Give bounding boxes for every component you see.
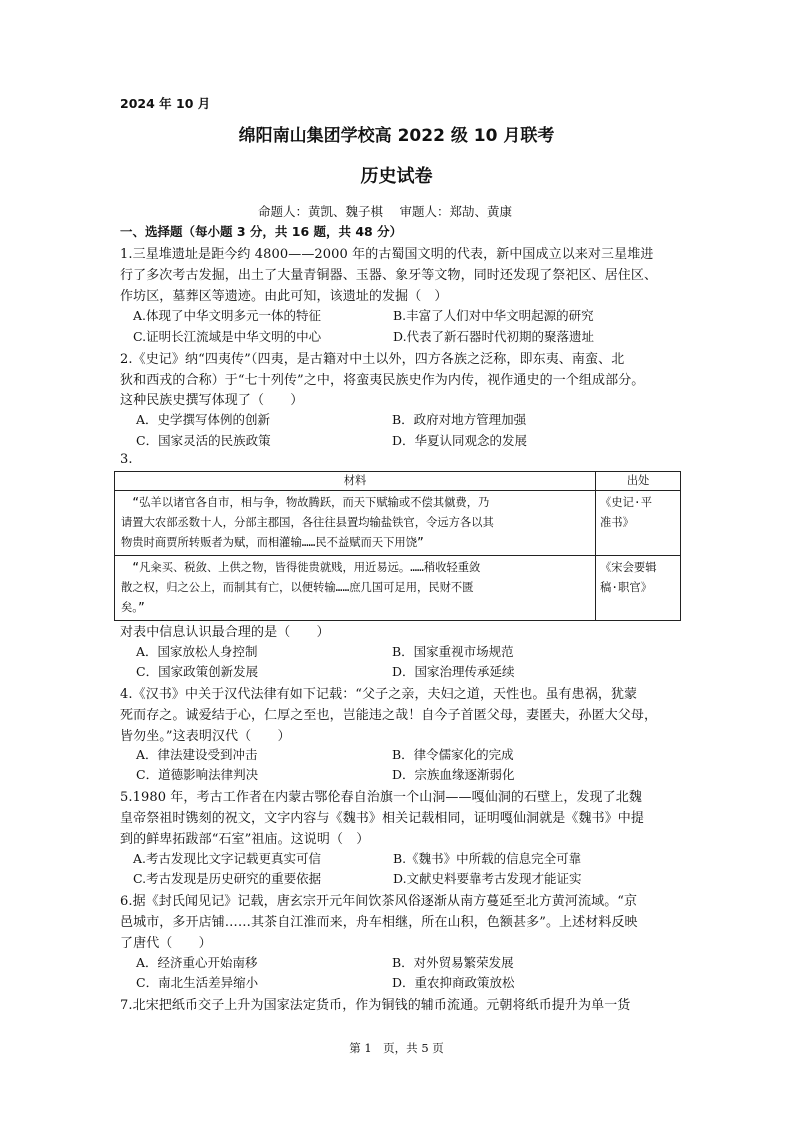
page-number-footer: 第 1 页，共 5 页 [349,1041,444,1055]
q1-line: 1.三星堆遗址是距今约 4800——2000 年的古蜀国文明的代表，新中国成立以来对三星堆进 [120,247,654,262]
q4-option-c: C．道德影响法律判决 [136,767,259,782]
q1-option-b: B.丰富了人们对中华文明起源的研究 [393,308,594,323]
source-cell [596,491,681,556]
q3-material-table [114,471,681,621]
subject-title: 历史试卷 [360,166,433,187]
material-cell [115,556,596,621]
q5-line: 5.1980 年，考古工作者在内蒙古鄂伦春自治旗一个山洞——嘎仙洞的石壁上，发现了北魏 [120,790,642,805]
q2-option-b: B．政府对地方管理加强 [392,412,527,427]
q5-line: 皇帝祭祖时镌刻的祝文，文字内容与《魏书》相关记载相同，证明嘎仙洞就是《魏书》中提 [120,811,645,826]
authors-line: 命题人：黄凯、魏子棋 审题人：郑劼、黄康 [258,204,512,219]
q5-option-a: A.考古发现比文字记载更真实可信 [133,851,322,866]
material-line: 矣。” [121,601,145,614]
q2-line: 狄和西戎的合称）于“七十列传”之中，将蛮夷民族史作为内传，视作通史的一个组成部分。 [120,373,645,388]
source-line: 准书》 [600,516,634,529]
q3-option-c: C．国家政策创新发展 [136,664,259,679]
material-line: 请置大农部丞数十人，分部主郡国，各往往县置均输盐铁官，令远方各以其 [121,516,494,529]
q2-option-a: A．史学撰写体例的创新 [136,412,271,427]
q5-option-d: D.文献史料要靠考古发现才能证实 [393,871,582,886]
q1-option-a: A.体现了中华文明多元一体的特征 [133,308,322,323]
table-row [115,491,681,556]
q2-line: 2.《史记》纳“四夷传”（四夷，是古籍对中土以外，四方各族之泛称，即东夷、南蛮、北 [120,352,625,367]
q4-line: 4.《汉书》中关于汉代法律有如下记载：“父子之亲，夫妇之道，天性也。虽有患祸，犹蒙 [120,687,638,702]
q4-line: 死而存之。诚爱结于心，仁厚之至也，岂能违之哉！自今子首匿父母，妻匿夫，孙匿大父母， [120,708,658,723]
q3-option-a: A．国家放松人身控制 [136,644,258,659]
q6-line: 了唐代（ ） [120,936,212,951]
table-header-row [115,472,681,491]
source-cell [596,556,681,621]
header-source: 出处 [596,472,681,491]
q3-number: 3. [120,452,133,467]
q2-line: 这种民族史撰写体现了（ ） [120,393,304,408]
source-line: 《史记·平 [600,496,652,509]
q6-line: 6.据《封氏闻见记》记载，唐玄宗开元年间饮茶风俗逐渐从南方蔓延至北方黄河流域。“京 [120,894,638,909]
q6-option-c: C．南北生活差异缩小 [136,975,259,990]
q3-stem: 对表中信息认识最合理的是（ ） [120,625,330,640]
q4-option-a: A．律法建设受到冲击 [136,747,258,762]
source-line: 稿·职官》 [600,581,652,594]
material-line: “弘羊以诸官各自市，相与争，物故腾跃，而天下赋输或不偿其僦费，乃 [121,496,490,509]
q2-option-d: D．华夏认同观念的发展 [392,433,528,448]
material-line: “凡籴买、税敛、上供之物，皆得徙贵就贱，用近易远。……稍收轻重敛 [121,561,481,574]
q4-line: 皆勿坐。”这表明汉代（ ） [120,729,291,744]
exam-title: 绵阳南山集团学校高 2022 级 10 月联考 [238,126,555,146]
material-cell [115,491,596,556]
q5-option-c: C.考古发现是历史研究的重要依据 [133,871,322,886]
q3-option-b: B．国家重视市场规范 [392,644,514,659]
q5-option-b: B.《魏书》中所载的信息完全可靠 [393,851,582,866]
q6-option-b: B．对外贸易繁荣发展 [392,955,514,970]
section-heading: 一、选择题（每小题 3 分，共 16 题，共 48 分） [120,224,403,239]
exam-date: 2024 年 10 月 [120,96,211,111]
q1-option-c: C.证明长江流域是中华文明的中心 [133,329,322,344]
q7-line: 7.北宋把纸币交子上升为国家法定货币，作为铜钱的辅币流通。元朝将纸币提升为单一货 [120,998,631,1013]
q1-line: 作坊区，墓葬区等遗迹。由此可知，该遗址的发掘（ ） [120,289,448,304]
header-material: 材料 [115,472,596,491]
q4-option-d: D．宗族血缘逐渐弱化 [392,767,515,782]
q6-line: 邑城市，多开店铺……其茶自江淮而来，舟车相继，所在山积，色额甚多”。上述材料反映 [120,915,638,930]
table-row [115,556,681,621]
q3-option-d: D．国家治理传承延续 [392,664,515,679]
q1-line: 行了多次考古发掘，出土了大量青铜器、玉器、象牙等文物，同时还发现了祭祀区、居住区、 [120,268,658,283]
q6-option-d: D．重农抑商政策放松 [392,975,515,990]
material-line: 散之权，归之公上，而制其有亡，以便转输……庶几国可足用，民财不匮 [121,581,474,594]
source-line: 《宋会要辑 [600,561,657,574]
q2-option-c: C．国家灵活的民族政策 [136,433,271,448]
q5-line: 到的鲜卑拓跋部“石室”祖庙。这说明（ ） [120,832,370,847]
q1-option-d: D.代表了新石器时代初期的聚落遗址 [393,329,595,344]
q6-option-a: A．经济重心开始南移 [136,955,258,970]
material-line: 物贵时商贾所转贩者为赋，而相灌输……民不益赋而天下用饶” [121,536,424,549]
q4-option-b: B．律令儒家化的完成 [392,747,514,762]
